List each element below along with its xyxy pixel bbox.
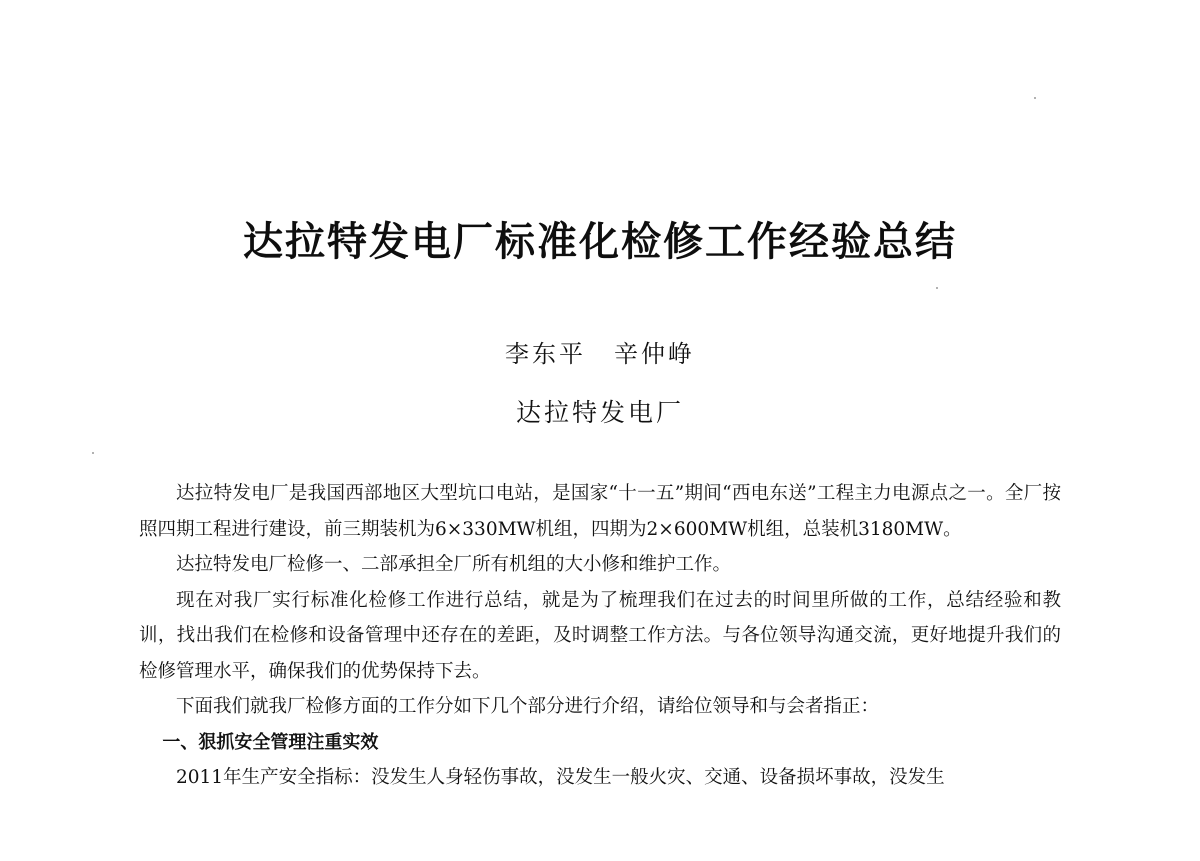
document-title: 达拉特发电厂标准化检修工作经验总结 xyxy=(243,219,957,265)
author-name: 辛仲峥 xyxy=(614,340,695,368)
body-paragraph: 2011年生产安全指标：没发生人身轻伤事故，没发生一般火灾、交通、设备损坏事故，没发生 xyxy=(176,767,945,788)
document-body xyxy=(139,476,1061,796)
body-paragraph: 达拉特发电厂检修一、二部承担全厂所有机组的大小修和维护工作。 xyxy=(176,554,732,575)
authors-line xyxy=(0,336,1200,372)
section-heading: 一、狠抓安全管理注重实效 xyxy=(162,731,379,753)
body-paragraph: 现在对我厂实行标准化检修工作进行总结，就是为了梳理我们在过去的时间里所做的工作，总结经验和教训，找出我们在检修和设备管理中还存在的差距，及时调整工作方法。与各位领导沟通交流，更好地提升我们的检修管理水平，确保我们的优势保持下去。 xyxy=(139,589,1061,682)
scan-speck xyxy=(1034,97,1036,99)
scan-speck xyxy=(936,287,938,289)
author-name: 李东平 xyxy=(505,340,586,368)
body-paragraph: 达拉特发电厂是我国西部地区大型坑口电站，是国家“十一五”期间“西电东送”工程主力电源点之一。全厂按照四期工程进行建设，前三期装机为6×330MW机组，四期为2×600MW机组，总装机3180MW。 xyxy=(139,483,1061,540)
body-paragraph: 下面我们就我厂检修方面的工作分如下几个部分进行介绍，请给位领导和与会者指正： xyxy=(176,696,880,717)
scan-speck xyxy=(92,452,94,454)
author-affiliation: 达拉特发电厂 xyxy=(515,398,684,427)
